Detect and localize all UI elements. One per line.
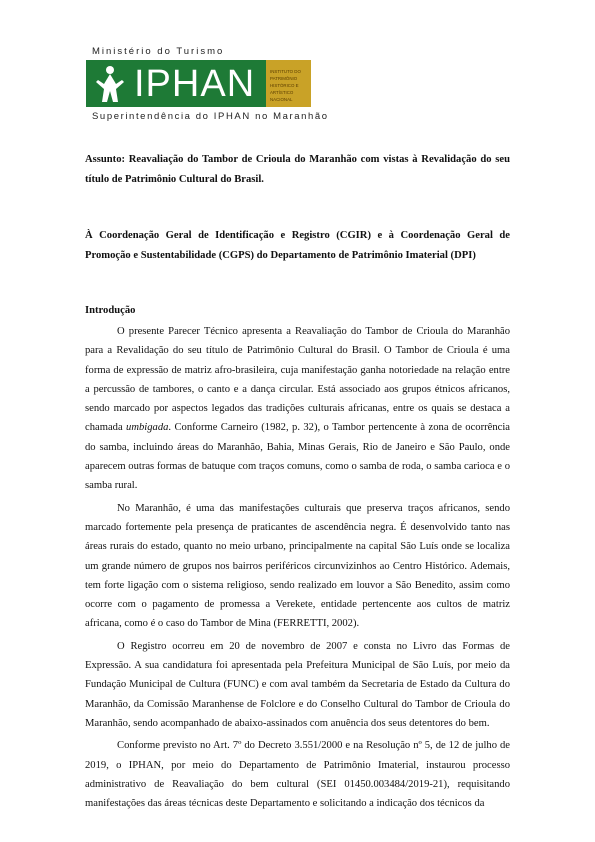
paragraph: Conforme previsto no Art. 7º do Decreto 3.551/2000 e na Resolução nº 5, de 12 de julho de 2019, o IPHAN, por meio do Departamento de Patrimônio Imaterial, instaurou processo administrativo de Reavaliação do bem cultural (SEI 01450.003484/2019-21), requisitando manifestações das áreas técnicas deste Departamento e solicitando a indicação dos técnicos da <box>85 740 510 810</box>
logo-line: PATRIMÔNIO <box>270 76 298 81</box>
dancer-icon <box>90 64 130 104</box>
logo-line: HISTÓRICO E <box>270 83 299 88</box>
paragraph: O Registro ocorreu em 20 de novembro de 2007 e consta no Livro das Formas de Expressão. A sua candidatura foi apresentada pela Prefeitura Municipal de São Luís, por meio da Fundação Municipal de Cultura (FUNC) e com aval também da Secretaria de Estado da Cultura do Maranhão, da Comissão Maranhense de Folclore e do Conselho Cultural do Tambor de Crioula do Maranhão, sendo acompanhado de abaixo-assinados com anuência dos seus detentores do bem. <box>85 640 510 729</box>
logo-line: NACIONAL <box>270 97 293 102</box>
logo-text: IPHAN <box>134 63 256 105</box>
section-title: Introdução <box>85 305 136 316</box>
logo-line: ARTÍSTICO <box>270 90 294 95</box>
paragraph-italic: umbigada <box>126 422 169 434</box>
body-text <box>85 322 510 816</box>
ministry-label: Ministério do Turismo <box>92 46 225 57</box>
iphan-logo <box>86 60 311 107</box>
logo-green-block <box>86 60 266 107</box>
logo-gold-block <box>266 60 311 107</box>
paragraph-text: O presente Parecer Técnico apresenta a Reavaliação do Tambor de Crioula do Maranhão para a Revalidação do seu título de Patrimônio Cultural do Brasil. O Tambor de Crioula é uma forma de expressão de matriz afro-brasileira, cuja manifestação ganha notoriedade na relação entre a percussão de tambores, o canto e a dança circular. Está associado aos grupos étnicos africanos, sendo marcado por aspectos legados das tradições culturais africanas, entre os quais se destaca a chamada <box>85 326 510 434</box>
paragraph-text: . Conforme Carneiro (1982, p. 32), o Tambor pertencente à zona de ocorrência do samba, incluindo áreas do Maranhão, Bahia, Minas Gerais, Rio de Janeiro e São Paulo, onde aparecem outras formas de batuque com traços comuns, como o samba de roda, o samba carioca e o samba rural. <box>85 422 511 492</box>
subject-line: Assunto: Reavaliação do Tambor de Crioula do Maranhão com vistas à Revalidação do seu título de Patrimônio Cultural do Brasil. <box>85 154 510 185</box>
paragraph: No Maranhão, é uma das manifestações culturais que preserva traços africanos, sendo marcado fortemente pela presença de praticantes de ascendência negra. É desenvolvido tanto nas áreas rurais do estado, quanto no meio urbano, principalmente na capital São Luís onde se localiza um grande número de grupos nos bairros periféricos circunvizinhos ao Centro Histórico. Ademais, tem forte ligação com o sistema religioso, sendo realizado em louvor a São Benedito, assim como ocorre com o pagamento de promessa a Verekete, entidade pertencente aos cultos de matriz africana, como é o caso do Tambor de Mina (FERRETTI, 2002). <box>85 502 510 630</box>
paragraph <box>85 322 510 496</box>
addressee-line: À Coordenação Geral de Identificação e Registro (CGIR) e à Coordenação Geral de Promoção e Sustentabilidade (CGPS) do Departamento de Patrimônio Imaterial (DPI) <box>85 230 510 261</box>
logo-small-text <box>270 68 308 103</box>
logo-line: INSTITUTO DO <box>270 69 301 74</box>
superintendence-label: Superintendência do IPHAN no Maranhão <box>92 111 329 122</box>
